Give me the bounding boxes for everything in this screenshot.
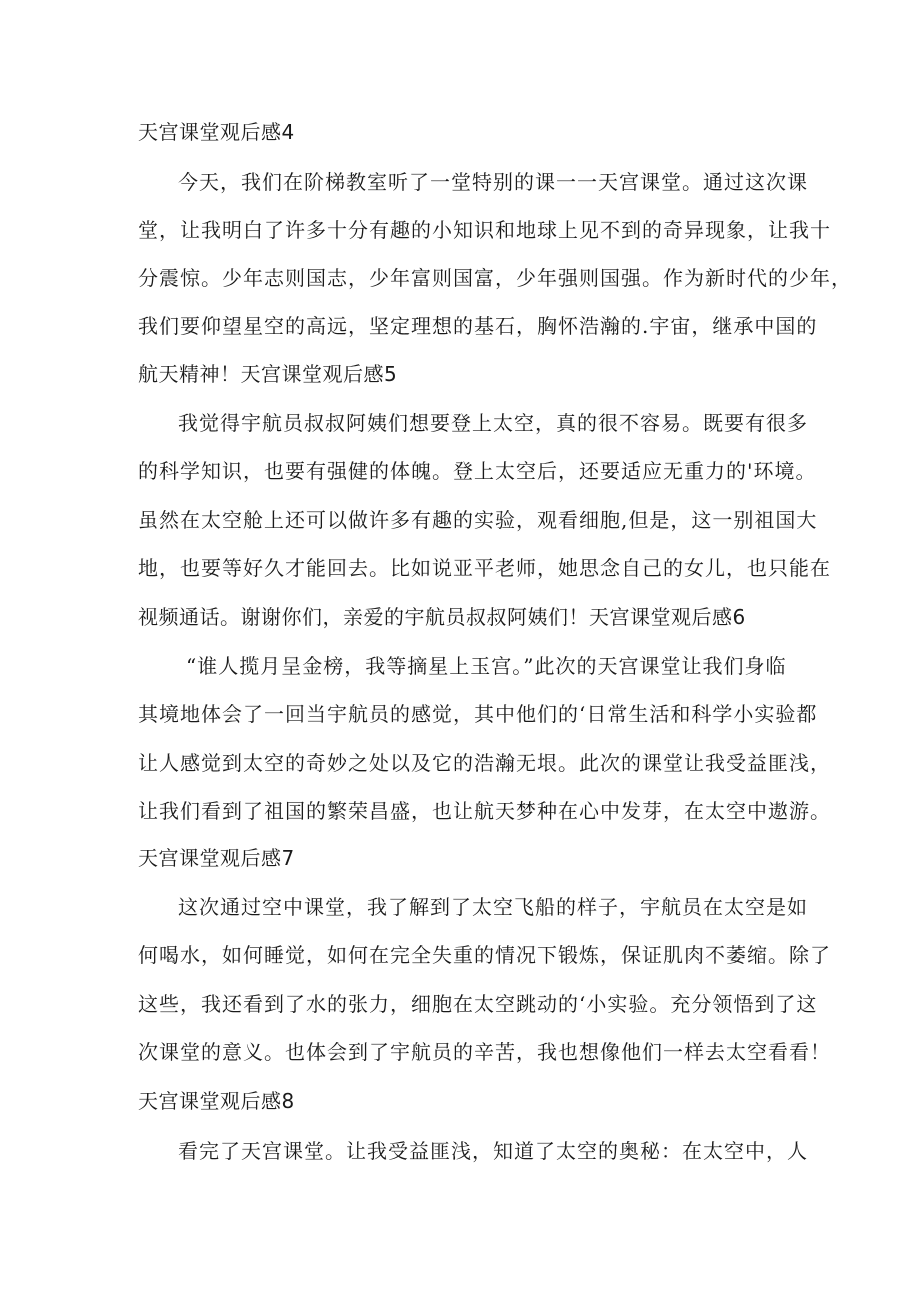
text-line: 让我们看到了祖国的繁荣昌盛，也让航天梦种在心中发芽，在太空中遨游。: [138, 799, 831, 823]
heading-essay-7: 天宫课堂观后感7: [138, 846, 295, 870]
text-line: 分震惊。少年志则国志，少年富则国富，少年强则国强。作为新时代的少年，: [138, 266, 852, 290]
text-line: 次课堂的意义。也体会到了宇航员的辛苦，我也想像他们一样去太空看看！: [138, 1040, 831, 1064]
text-line: 虽然在太空舱上还可以做许多有趣的实验，观看细胞,但是，这一别祖国大: [138, 508, 818, 532]
text-line: 让人感觉到太空的奇妙之处以及它的浩瀚无垠。此次的课堂让我受益匪浅，: [138, 751, 831, 775]
text-line: 其境地体会了一回当宇航员的感觉，其中他们的‘日常生活和科学小实验都: [138, 702, 818, 726]
text-line: 我们要仰望星空的高远，坚定理想的基石，胸怀浩瀚的.宇宙，继承中国的: [138, 314, 818, 338]
text-line: 这次通过空中课堂，我了解到了太空飞船的样子，宇航员在太空是如: [178, 895, 808, 919]
text-line: 今天，我们在阶梯教室听了一堂特别的课一一天宫课堂。通过这次课: [178, 170, 808, 194]
text-line: 何喝水，如何睡觉，如何在完全失重的情况下锻炼，保证肌肉不萎缩。除了: [138, 943, 831, 967]
text-line: 看完了天宫课堂。让我受益匪浅，知道了太空的奥秘：在太空中，人: [178, 1139, 808, 1163]
heading-essay-8: 天宫课堂观后感8: [138, 1089, 295, 1113]
text-line: “谁人揽月呈金榜，我等摘星上玉宫。”此次的天宫课堂让我们身临: [186, 654, 787, 678]
text-line: 这些，我还看到了水的张力，细胞在太空跳动的‘小实验。充分领悟到了这: [138, 992, 818, 1016]
text-line: 堂，让我明白了许多十分有趣的小知识和地球上见不到的奇异现象，让我十: [138, 218, 831, 242]
text-line-with-heading-5: 航天精神！天宫课堂观后感5: [138, 362, 398, 386]
text-line: 地，也要等好久才能回去。比如说亚平老师，她思念自己的女儿，也只能在: [138, 556, 831, 580]
text-line: 的科学知识，也要有强健的体魄。登上太空后，还要适应无重力的'环境。: [138, 459, 817, 483]
heading-essay-4: 天宫课堂观后感4: [138, 120, 295, 144]
text-line: 我觉得宇航员叔叔阿姨们想要登上太空，真的很不容易。既要有很多: [178, 411, 808, 435]
text-line-with-heading-6: 视频通话。谢谢你们，亲爱的宇航员叔叔阿姨们！天宫课堂观后感6: [138, 605, 746, 629]
